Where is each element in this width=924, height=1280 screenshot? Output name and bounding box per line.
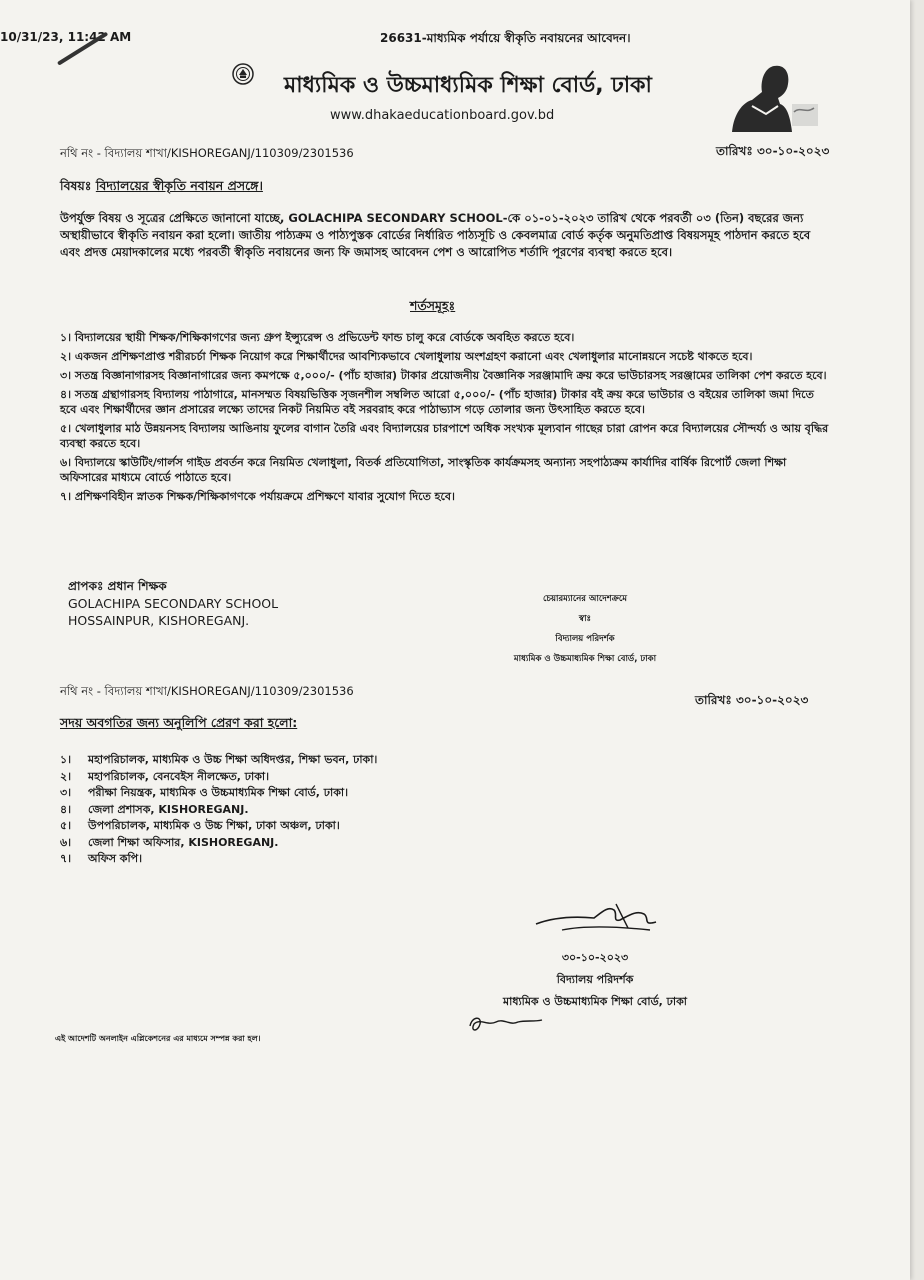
memo-number: নথি নং - বিদ্যালয় শাখা/KISHOREGANJ/110309/2301536 — [60, 146, 354, 160]
letter-date: তারিখঃ ৩০-১০-২০২৩ — [716, 144, 830, 158]
recipient-address: HOSSAINPUR, KISHOREGANJ. — [68, 613, 250, 628]
signature-title: বিদ্যালয় পরিদর্শক — [556, 973, 634, 986]
copy-item: ৬। জেলা শিক্ষা অফিসার, KISHOREGANJ. — [60, 835, 279, 849]
print-timestamp: 10/31/23, 11:42 AM — [0, 30, 132, 44]
board-seal-icon — [232, 63, 254, 85]
letter-date-copy: তারিখঃ ৩০-১০-২০২৩ — [695, 693, 809, 707]
subject-label: বিষয়ঃ — [60, 178, 92, 193]
memo-number-copy: নথি নং - বিদ্যালয় শাখা/KISHOREGANJ/110309/2301536 — [60, 684, 354, 698]
copy-item: ২। মহাপরিচালক, বেনবেইস নীলক্ষেত, ঢাকা। — [60, 769, 270, 783]
board-name: মাধ্যমিক ও উচ্চমাধ্যমিক শিক্ষা বোর্ড, ঢাকা — [284, 73, 652, 98]
recipient-school: GOLACHIPA SECONDARY SCHOOL — [68, 596, 279, 611]
condition-item: ২। একজন প্রশিক্ষণপ্রাপ্ত শরীরচর্চা শিক্ষক নিয়োগ করে শিক্ষার্থীদের আবশ্যিকভাবে খেলাধুলায় অংশগ্রহণ করানো এবং খেলাধুলার মানোন্নয়নে সচেষ্ট থাকতে হবে। — [60, 350, 753, 363]
copy-item: ৫। উপপরিচালক, মাধ্যমিক ও উচ্চ শিক্ষা, ঢাকা অঞ্চল, ঢাকা। — [60, 819, 340, 832]
condition-item: ৩। সতন্ত্র বিজ্ঞানাগারসহ বিজ্ঞানাগারের জন্য কমপক্ষে ৫,০০০/- (পাঁচ হাজার) টাকার প্রয়োজনীয় বৈজ্ঞানিক সরঞ্জামাদি ক্রয় করে ভাউচারসহ সরঞ্জামের তালিকা পেশ করতে হবে। — [60, 369, 827, 382]
copy-item: ১। মহাপরিচালক, মাধ্যমিক ও উচ্চ শিক্ষা অধিদপ্তর, শিক্ষা ভবন, ঢাকা। — [60, 753, 378, 766]
copy-item: ৪। জেলা প্রশাসক, KISHOREGANJ. — [60, 802, 249, 816]
signature-date: ৩০-১০-২০২৩ — [561, 951, 629, 964]
board-website: www.dhakaeducationboard.gov.bd — [330, 108, 555, 123]
condition-item: ৬। বিদ্যালয়ে স্কাউটিং/গার্লস গাইড প্রবর্তন করে নিয়মিত খেলাধুলা, বিতর্ক প্রতিযোগিতা, সাংস্কৃতিক কার্যক্রমসহ অন্যান্য সহপাঠ্যক্রম কার্যাদির বার্ষিক রিপোর্ট জেলা শিক্ষা অফিসারের মাধ্যমে বোর্ডে পাঠাতে হবে। — [60, 456, 787, 484]
inspector-office: মাধ্যমিক ও উচ্চমাধ্যমিক শিক্ষা বোর্ড, ঢাকা — [513, 654, 657, 664]
condition-item: ৫। খেলাধুলার মাঠ উন্নয়নসহ বিদ্যালয় আঙিনায় ফুলের বাগান তৈরি এবং বিদ্যালয়ের চারপাশে অধিক সংখ্যক মূল্যবান গাছের চারা রোপন করে বিদ্যালয়ের সৌন্দর্য্য ও আয় বৃদ্ধির ব্যবস্থা করতে হবে। — [60, 422, 829, 450]
signed-line: স্বাঃ — [578, 614, 592, 624]
signature-block — [470, 947, 720, 1013]
condition-item: ৪। সতন্ত্র গ্রন্থাগারসহ বিদ্যালয় পাঠাগারে, মানসম্মত বিষয়ভিত্তিক সৃজনশীল সম্বলিত আরো ৫,০০০/- (পাঁচ হাজার) টাকার বই ক্রয় করে ভাউচার ও বইয়ের তালিকা জমা দিতে হবে এবং শিক্ষার্থীদের জ্ঞান প্রসারের লক্ষ্যে তাদের নিকট নিয়মিত বই সরবরাহ করে পাঠাভ্যাস গড়ে তোলার জন্য উৎসাহিত করতে হবে। — [60, 388, 814, 416]
copy-item: ৭। অফিস কপি। — [60, 852, 143, 865]
print-page-title: 26631-মাধ্যমিক পর্যায়ে স্বীকৃতি নবায়নের আবেদন। — [380, 31, 631, 45]
portrait-logo-icon — [722, 62, 822, 132]
signature-office: মাধ্যমিক ও উচ্চমাধ্যমিক শিক্ষা বোর্ড, ঢাকা — [503, 995, 687, 1008]
copy-item: ৩। পরীক্ষা নিয়ন্ত্রক, মাধ্যমিক ও উচ্চমাধ্যমিক শিক্ষা বোর্ড, ঢাকা। — [60, 786, 349, 799]
recipient-block — [68, 578, 278, 629]
copy-distribution-list — [60, 752, 377, 868]
initial-signature — [466, 1012, 546, 1036]
handwritten-signature — [532, 900, 662, 936]
subject-text: বিদ্যালয়ের স্বীকৃতি নবায়ন প্রসঙ্গে। — [95, 178, 263, 193]
body-paragraph: উপর্যুক্ত বিষয় ও সূত্রের প্রেক্ষিতে জানানো যাচ্ছে, GOLACHIPA SECONDARY SCHOOL-কে ০১-০১-২০২৩ তারিখ থেকে পরবর্তী ০৩ (তিন) বছরের জন্য অস্থায়ীভাবে স্বীকৃতি নবায়ন করা হলো। জাতীয় পাঠ্যক্রম ও পাঠ্যপুস্তক বোর্ডের নির্ধারিত পাঠ্যসূচি ও কেবলমাত্র বোর্ড কর্তৃক অনুমতিপ্রাপ্ত বিষয়সমূহ পাঠদান করতে হবে এবং প্রদত্ত মেয়াদকালের মধ্যে পরবর্তী স্বীকৃতি নবায়নের জন্য ফি জমাসহ আবেদন পেশ ও আরোপিত শর্তাদি পূরণের ব্যবস্থা করতে হবে। — [60, 211, 811, 259]
condition-item: ৭। প্রশিক্ষণবিহীন স্নাতক শিক্ষক/শিক্ষিকাগণকে পর্যায়ক্রমে প্রশিক্ষণে যাবার সুযোগ দিতে হবে। — [60, 490, 455, 503]
subject-line — [60, 178, 263, 198]
conditions-heading: শর্তসমূহঃ — [410, 298, 456, 313]
inspector-title: বিদ্যালয় পরিদর্শক — [555, 634, 615, 644]
chairman-order-block — [470, 589, 700, 669]
chairman-order-line: চেয়ারম্যানের আদেশক্রমে — [542, 594, 628, 604]
footer-note: এই আদেশটি অনলাইন এপ্লিকেশনের এর মাধ্যমে সম্পন্ন করা হল। — [55, 1034, 261, 1043]
recipient-label: প্রাপকঃ প্রধান শিক্ষক — [68, 579, 167, 593]
condition-item: ১। বিদ্যালয়ের স্থায়ী শিক্ষক/শিক্ষিকাগণের জন্য গ্রুপ ইন্স্যুরেন্স ও প্রভিডেন্ট ফান্ড চালু করে বোর্ডকে অবহিত করতে হবে। — [60, 331, 575, 344]
conditions-list — [60, 330, 830, 508]
copy-distribution-heading: সদয় অবগতির জন্য অনুলিপি প্রেরণ করা হলো: — [60, 715, 298, 730]
